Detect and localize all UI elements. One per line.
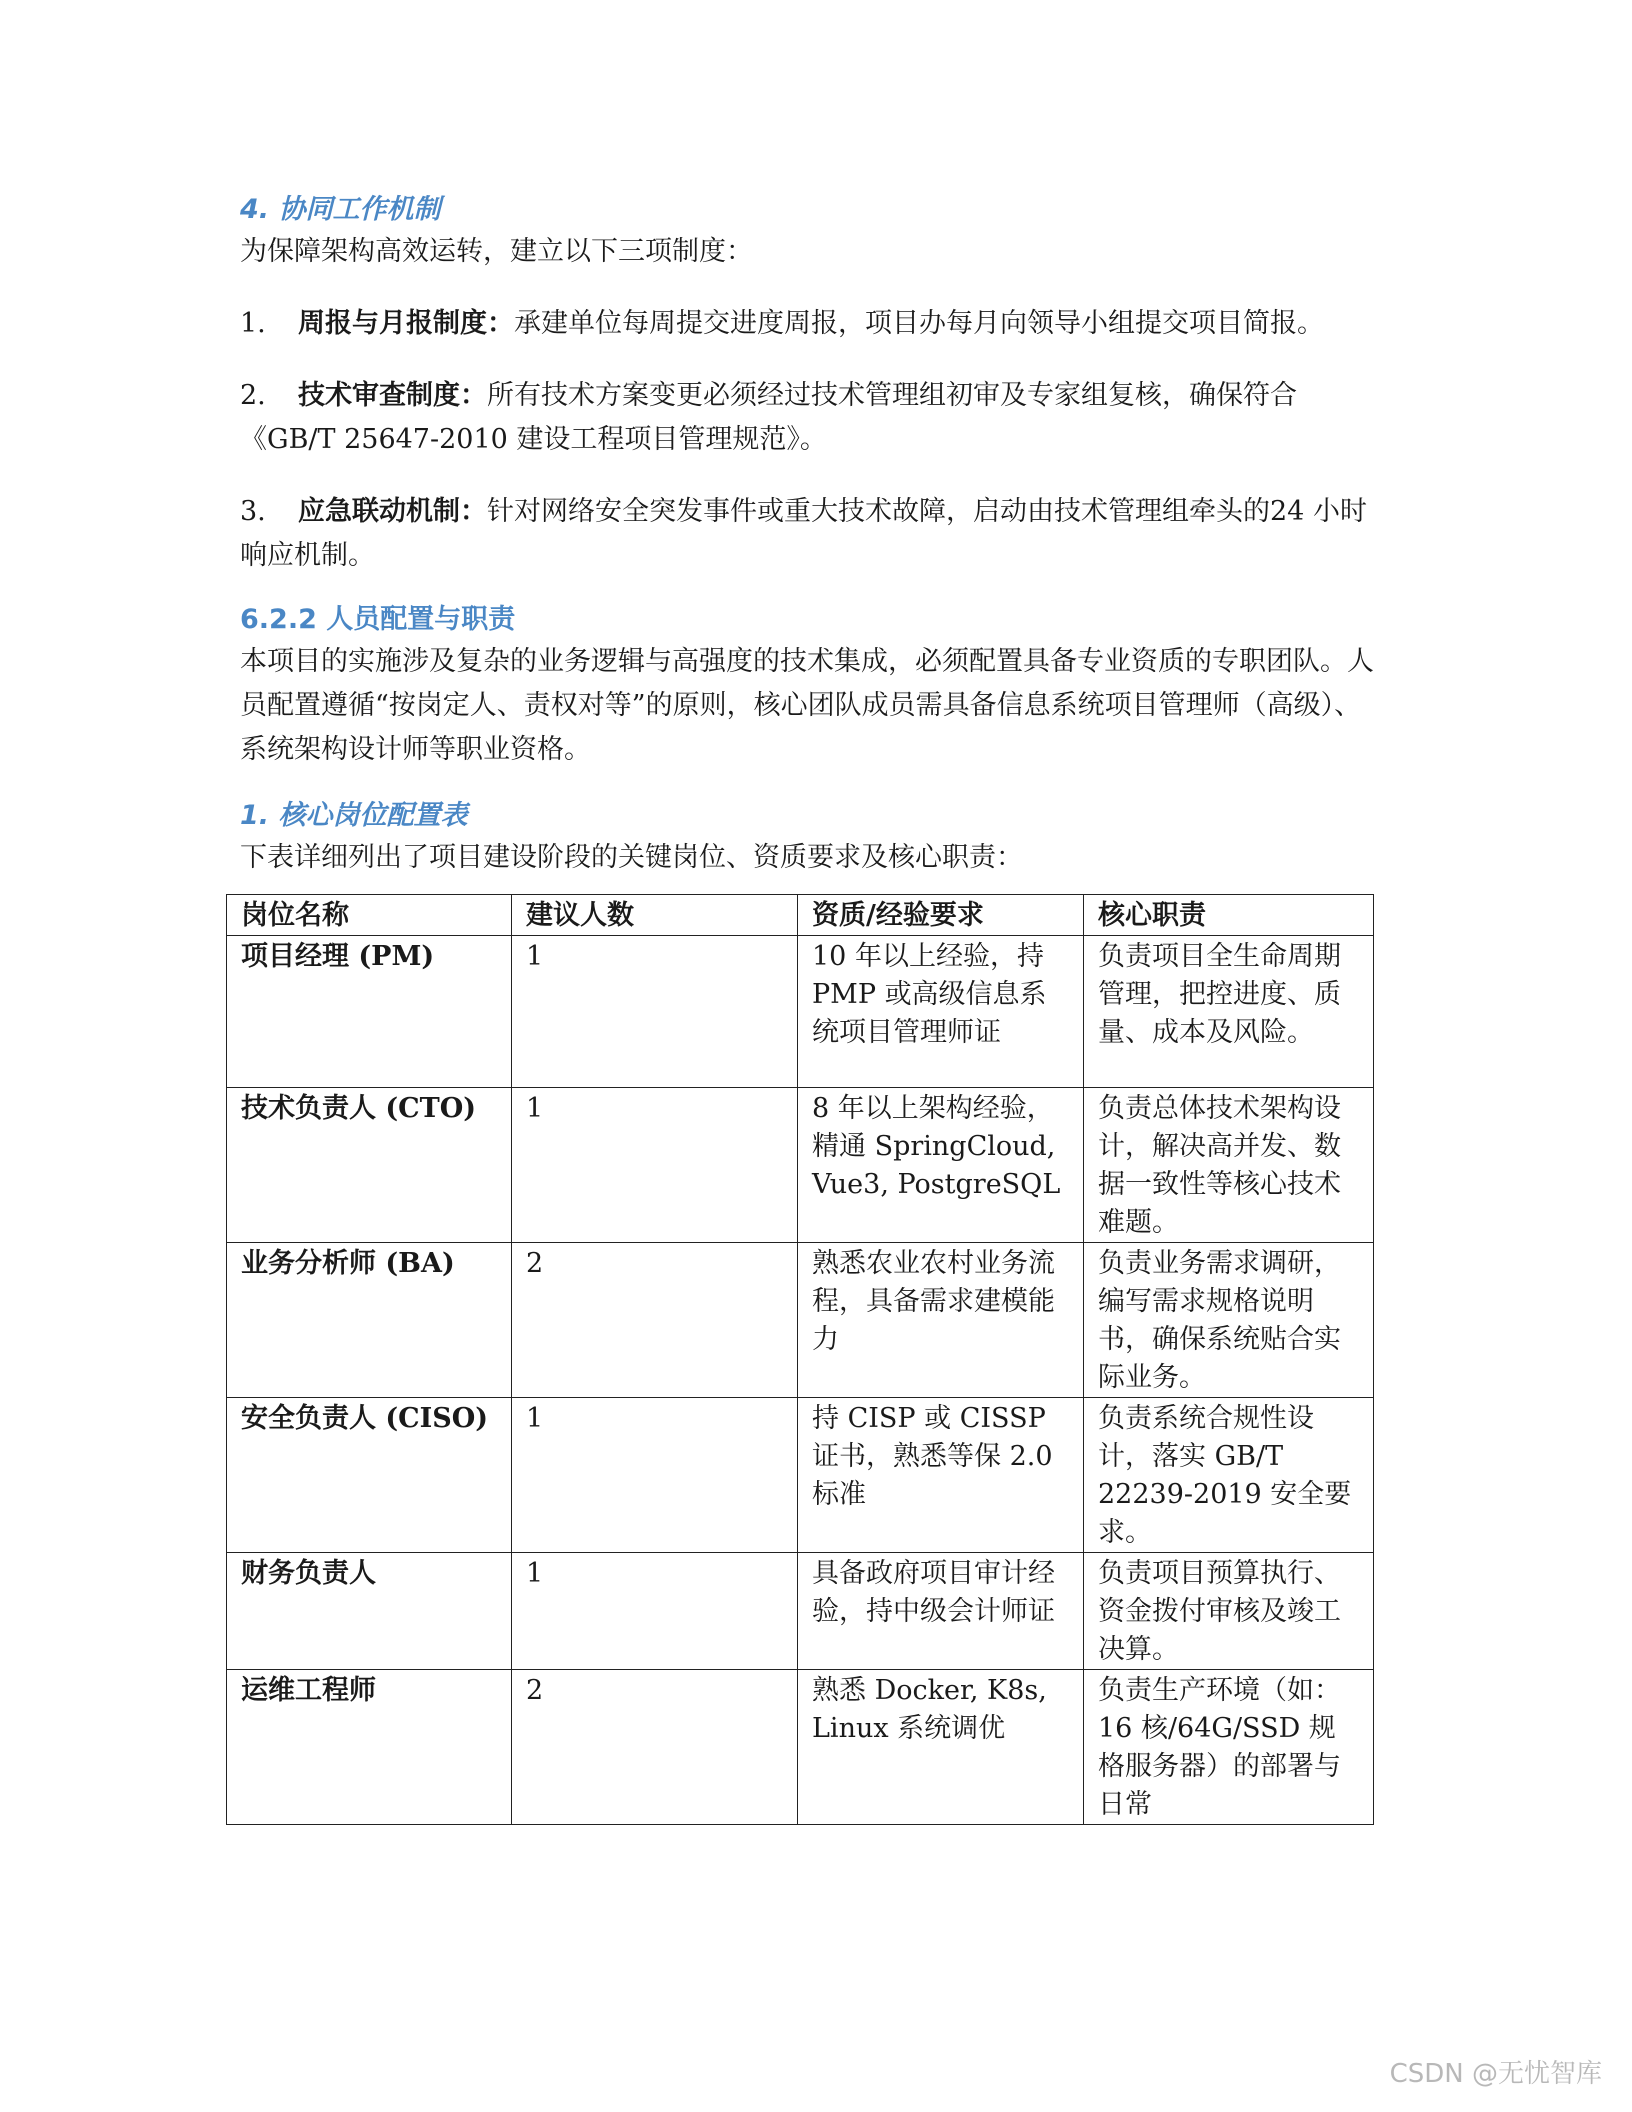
cell-responsibility: 负责业务需求调研，编写需求规格说明书，确保系统贴合实际业务。: [1084, 1243, 1374, 1398]
header-qualification: 资质/经验要求: [798, 895, 1084, 936]
cell-qualification: 熟悉农业农村业务流程，具备需求建模能力: [798, 1243, 1084, 1398]
collab-intro: 为保障架构高效运转，建立以下三项制度：: [240, 236, 753, 267]
cell-responsibility: 负责系统合规性设计，落实 GB/T 22239-2019 安全要求。: [1084, 1398, 1374, 1553]
table-row: [227, 1243, 1374, 1398]
heading-collab-mechanism: 4. 协同工作机制: [240, 194, 441, 225]
list-item: 2. 技术审查制度：所有技术方案变更必须经过技术管理组初审及专家组复核，确保符合《GB/T 25647-2010 建设工程项目管理规范》。: [240, 380, 1297, 455]
table-row: [227, 1398, 1374, 1553]
cell-responsibility: 负责生产环境（如：16 核/64G/SSD 规格服务器）的部署与日常: [1084, 1670, 1374, 1825]
table-row: [227, 1553, 1374, 1670]
table-header-row: [227, 895, 1374, 936]
header-position: 岗位名称: [227, 895, 512, 936]
cell-headcount: 1: [512, 1088, 798, 1243]
table-row: [227, 1670, 1374, 1825]
cell-headcount: 2: [512, 1670, 798, 1825]
cell-qualification: 熟悉 Docker, K8s, Linux 系统调优: [798, 1670, 1084, 1825]
header-headcount: 建议人数: [512, 895, 798, 936]
cell-position: 业务分析师 (BA): [227, 1243, 512, 1398]
cell-responsibility: 负责总体技术架构设计，解决高并发、数据一致性等核心技术难题。: [1084, 1088, 1374, 1243]
cell-headcount: 1: [512, 936, 798, 1088]
heading-staffing: 6.2.2 人员配置与职责: [240, 604, 516, 635]
cell-position: 项目经理 (PM): [227, 936, 512, 1088]
list-item: 3. 应急联动机制：针对网络安全突发事件或重大技术故障，启动由技术管理组牵头的24 小时响应机制。: [240, 496, 1367, 571]
cell-headcount: 1: [512, 1553, 798, 1670]
positions-table: [226, 894, 1374, 1825]
cell-position: 技术负责人 (CTO): [227, 1088, 512, 1243]
cell-qualification: 持 CISP 或 CISSP 证书，熟悉等保 2.0 标准: [798, 1398, 1084, 1553]
table-intro: 下表详细列出了项目建设阶段的关键岗位、资质要求及核心职责：: [240, 842, 1023, 873]
header-responsibility: 核心职责: [1084, 895, 1374, 936]
cell-qualification: 10 年以上经验，持 PMP 或高级信息系统项目管理师证: [798, 936, 1084, 1088]
staffing-paragraph: 本项目的实施涉及复杂的业务逻辑与高强度的技术集成，必须配置具备专业资质的专职团队。人员配置遵循“按岗定人、责权对等”的原则，核心团队成员需具备信息系统项目管理师（高级）、系统架构设计师等职业资格。: [240, 646, 1374, 765]
cell-headcount: 2: [512, 1243, 798, 1398]
table-row: [227, 936, 1374, 1088]
cell-responsibility: 负责项目预算执行、资金拨付审核及竣工决算。: [1084, 1553, 1374, 1670]
cell-headcount: 1: [512, 1398, 798, 1553]
document-page: [240, 190, 1385, 1825]
cell-position: 财务负责人: [227, 1553, 512, 1670]
table-row: [227, 1088, 1374, 1243]
cell-position: 运维工程师: [227, 1670, 512, 1825]
heading-core-positions-table: 1. 核心岗位配置表: [240, 800, 468, 831]
cell-position: 安全负责人 (CISO): [227, 1398, 512, 1553]
watermark: CSDN @无忧智库: [1389, 2059, 1602, 2089]
list-item: 1. 周报与月报制度：承建单位每周提交进度周报，项目办每月向领导小组提交项目简报。: [240, 308, 1324, 339]
cell-qualification: 8 年以上架构经验，精通 SpringCloud, Vue3, PostgreSQL: [798, 1088, 1084, 1243]
cell-responsibility: 负责项目全生命周期管理，把控进度、质量、成本及风险。: [1084, 936, 1374, 1088]
cell-qualification: 具备政府项目审计经验，持中级会计师证: [798, 1553, 1084, 1670]
